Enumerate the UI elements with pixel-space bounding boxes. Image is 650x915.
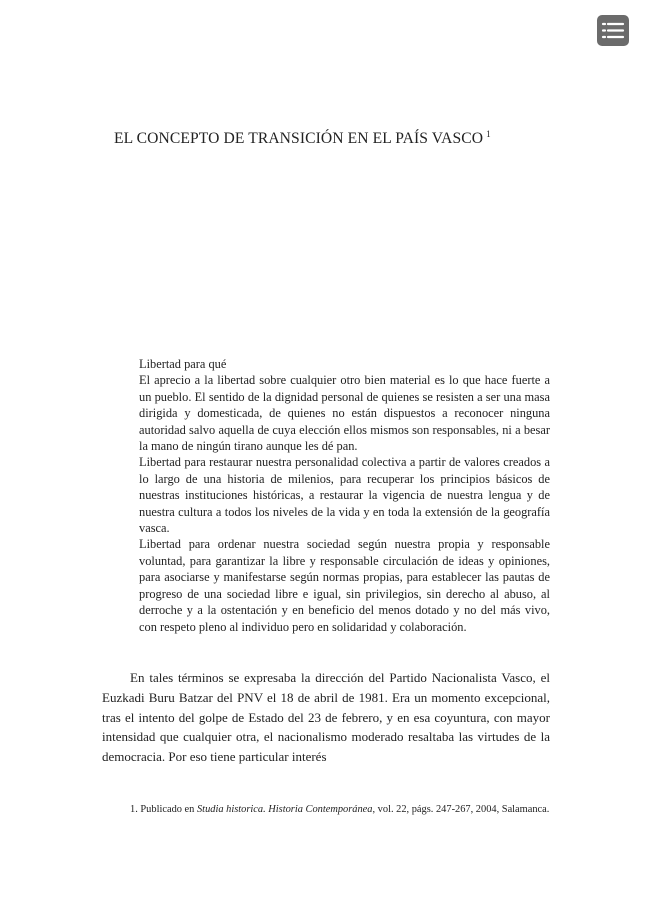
footnote-suffix: , vol. 22, págs. 247-267, 2004, Salamanca. (372, 804, 550, 815)
quote-paragraph-3: Libertad para ordenar nuestra sociedad según nuestra propia y responsable voluntad, para garantizar la libre y responsable circulación de ideas y opiniones, para asociarse y manifestarse según normas propias, para establecer las pautas de progreso de una sociedad libre e igual, sin privilegios, sin derecho al abuso, al derroche y a la ostentación y en beneficio del menos dotado y no del más vivo, con respeto pleno al individuo pero en solidaridad y colaboración. (139, 537, 550, 634)
footnote-number: 1. (130, 804, 138, 815)
footnote-prefix: Publicado en (140, 804, 195, 815)
page-title-text: EL CONCEPTO DE TRANSICIÓN EN EL PAÍS VASCO (114, 130, 484, 147)
footnote-source-title: Studia historica. Historia Contemporánea (196, 804, 373, 815)
quote-paragraph-2: Libertad para restaurar nuestra personalidad colectiva a partir de valores creados a lo largo de una historia de milenios, para recuperar los principios básicos de nuestras instituciones históricas, a restaurar la vigencia de nuestra lengua y de nuestra cultura a todos los niveles de la vida y en toda la extensión de la geografía vasca. (139, 455, 550, 536)
page-title (114, 129, 491, 148)
list-menu-icon (597, 15, 629, 46)
quote-heading: Libertad para qué (139, 357, 227, 371)
menu-button[interactable] (597, 15, 629, 46)
body-paragraph: En tales términos se expresaba la dirección del Partido Nacionalista Vasco, el Euzkadi Buru Batzar del PNV el 18 de abril de 1981. Era un momento excepcional, tras el intento del golpe de Estado del 23 de febrero, y en esa coyuntura, con mayor intensidad que cualquier otra, el nacionalismo moderado resaltaba las virtudes de la democracia. Por eso tiene particular interés (102, 670, 550, 765)
footnote (102, 802, 550, 819)
quote-paragraph-1: El aprecio a la libertad sobre cualquier otro bien material es lo que hace fuerte a un pueblo. El sentido de la dignidad personal de quienes se resisten a ser una masa dirigida y domesticada, de quienes no están dispuestos a reconocer ninguna autoridad salvo aquella de cuya elección ellos mismos son responsables, ni a besar la mano de ningún tirano aunque les dé pan. (139, 373, 550, 454)
title-footnote-ref[interactable]: 1 (486, 129, 491, 139)
quote-block (139, 356, 550, 635)
